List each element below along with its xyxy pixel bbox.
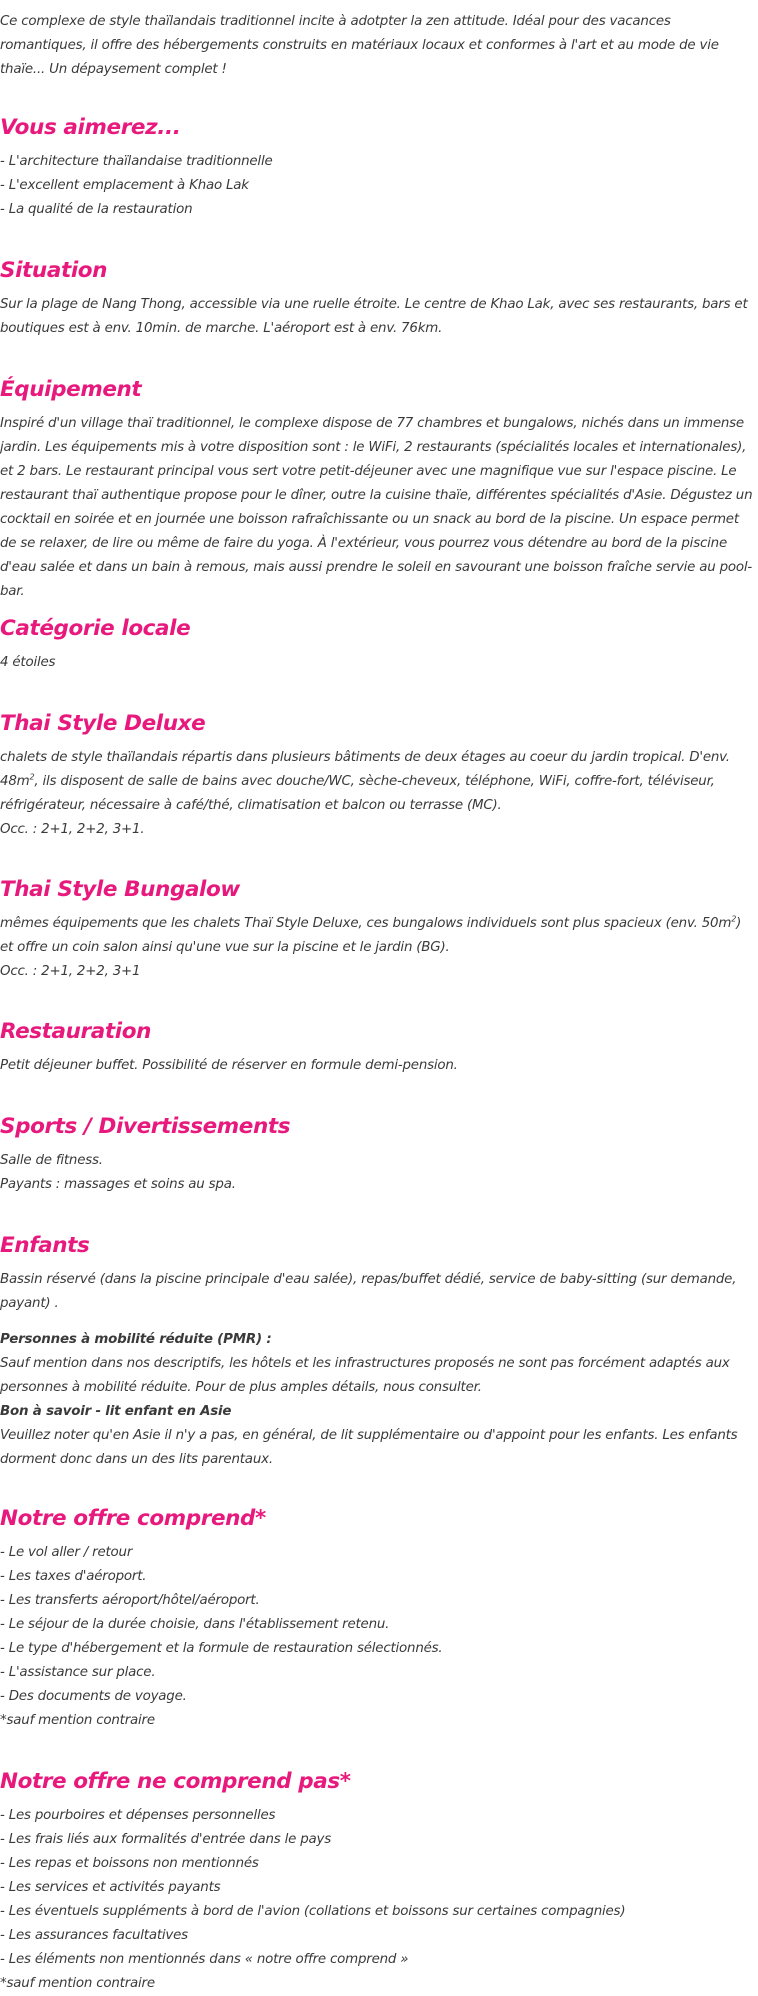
comprend-heading: Notre offre comprend*: [0, 1506, 266, 1531]
pmr-section: [0, 1328, 758, 1472]
deluxe-heading: Thai Style Deluxe: [0, 711, 206, 736]
ne-comprend-note: *sauf mention contraire: [0, 1976, 155, 1991]
list-item: - Le type d'hébergement et la formule de restauration sélectionnés.: [0, 1641, 443, 1656]
list-item: - Des documents de voyage.: [0, 1689, 187, 1704]
comprend-list: [0, 1541, 758, 1709]
list-item: - Les frais liés aux formalités d'entrée dans le pays: [0, 1832, 332, 1847]
vous-aimerez-list: [0, 150, 758, 222]
comprend-section: [0, 1505, 758, 1733]
deluxe-occupancy: Occ. : 2+1, 2+2, 3+1.: [0, 822, 145, 837]
list-item: - Les services et activités payants: [0, 1880, 221, 1895]
restauration-heading: Restauration: [0, 1019, 151, 1044]
equipement-text: Inspiré d'un village thaï traditionnel, le complexe dispose de 77 chambres et bungalows, nichés dans un immense jardin. Les équipements mis à votre disposition sont : le WiFi, 2 restaurants (spécialités locales et internationales), et 2 bars. Le restaurant principal vous sert votre petit-déjeuner avec une magnifique vue sur l'espace piscine. Le restaurant thaï authentique propose pour le dîner, outre la cuisine thaïe, différentes spécialités d'Asie. Dégustez un cocktail en soirée et en journée une boisson rafraîchissante ou un snack au bord de la piscine. Un espace permet de se relaxer, de lire ou même de faire du yoga. À l'extérieur, vous pourrez vous détendre au bord de la piscine d'eau salée et dans un bain à remous, mais aussi prendre le soleil en savourant une boisson fraîche servie au pool-bar.: [0, 416, 753, 599]
list-item: - Les éléments non mentionnés dans « notre offre comprend »: [0, 1952, 409, 1967]
bon-a-savoir-text: Veuillez noter qu'en Asie il n'y a pas, en général, de lit supplémentaire ou d'appoint pour les enfants. Les enfants dorment donc dans un des lits parentaux.: [0, 1428, 738, 1467]
categorie-heading: Catégorie locale: [0, 616, 191, 641]
sports-heading: Sports / Divertissements: [0, 1114, 291, 1139]
intro-section: [0, 10, 758, 82]
ne-comprend-heading: Notre offre ne comprend pas*: [0, 1769, 351, 1794]
deluxe-section: [0, 710, 758, 842]
sports-section: [0, 1113, 758, 1197]
situation-text: Sur la plage de Nang Thong, accessible via une ruelle étroite. Le centre de Khao Lak, avec ses restaurants, bars et boutiques est à env. 10min. de marche. L'aéroport est à env. 76km.: [0, 297, 748, 336]
pmr-text: Sauf mention dans nos descriptifs, les hôtels et les infrastructures proposés ne sont pas forcément adaptés aux personnes à mobilité réduite. Pour de plus amples détails, nous consulter.: [0, 1356, 730, 1395]
vous-aimerez-heading: Vous aimerez...: [0, 115, 181, 140]
list-item: - L'excellent emplacement à Khao Lak: [0, 178, 249, 193]
enfants-heading: Enfants: [0, 1233, 90, 1258]
bungalow-heading: Thai Style Bungalow: [0, 877, 240, 902]
comprend-note: *sauf mention contraire: [0, 1713, 155, 1728]
bungalow-section: [0, 876, 758, 984]
list-item: - Le vol aller / retour: [0, 1545, 133, 1560]
restauration-text: Petit déjeuner buffet. Possibilité de réserver en formule demi-pension.: [0, 1058, 458, 1073]
list-item: - L'assistance sur place.: [0, 1665, 156, 1680]
bungalow-occupancy: Occ. : 2+1, 2+2, 3+1: [0, 964, 141, 979]
list-item: - Les pourboires et dépenses personnelles: [0, 1808, 276, 1823]
list-item: - Les repas et boissons non mentionnés: [0, 1856, 259, 1871]
list-item: - Les assurances facultatives: [0, 1928, 188, 1943]
bon-a-savoir-heading: Bon à savoir - lit enfant en Asie: [0, 1404, 232, 1419]
categorie-text: 4 étoiles: [0, 655, 56, 670]
sports-text-1: Salle de fitness.: [0, 1153, 103, 1168]
situation-section: [0, 257, 758, 341]
list-item: - L'architecture thaïlandaise traditionnelle: [0, 154, 273, 169]
list-item: - Les taxes d'aéroport.: [0, 1569, 147, 1584]
ne-comprend-section: [0, 1768, 758, 1996]
restauration-section: [0, 1018, 758, 1078]
deluxe-text: chalets de style thaïlandais répartis dans plusieurs bâtiments de deux étages au coeur du jardin tropical. D'env. $48m^2$, ils disposent de salle de bains avec douche/WC, sèche-cheveux, téléphone, WiFi, coffre-fort, téléviseur, réfrigérateur, nécessaire à café/thé, climatisation et balcon ou terrasse (MC).: [0, 750, 730, 813]
list-item: - Le séjour de la durée choisie, dans l'établissement retenu.: [0, 1617, 390, 1632]
list-item: - Les éventuels suppléments à bord de l'avion (collations et boissons sur certaines compagnies): [0, 1904, 626, 1919]
list-item: - Les transferts aéroport/hôtel/aéroport.: [0, 1593, 260, 1608]
bungalow-text: mêmes équipements que les chalets Thaï Style Deluxe, ces bungalows individuels sont plus spacieux (env. $50m^2$) et offre un coin salon ainsi qu'une vue sur la piscine et le jardin (BG).: [0, 914, 742, 955]
enfants-text: Bassin réservé (dans la piscine principale d'eau salée), repas/buffet dédié, service de baby-sitting (sur demande, payant) .: [0, 1272, 737, 1311]
categorie-section: [0, 615, 758, 675]
vous-aimerez-section: [0, 114, 758, 222]
situation-heading: Situation: [0, 258, 108, 283]
equipement-heading: Équipement: [0, 377, 142, 402]
equipement-section: [0, 376, 758, 604]
ne-comprend-list: [0, 1804, 758, 1972]
enfants-section: [0, 1232, 758, 1316]
list-item: - La qualité de la restauration: [0, 202, 193, 217]
pmr-heading: Personnes à mobilité réduite (PMR) :: [0, 1332, 272, 1347]
sports-text-2: Payants : massages et soins au spa.: [0, 1177, 236, 1192]
intro-text: Ce complexe de style thaïlandais traditionnel incite à adotpter la zen attitude. Idéal pour des vacances romantiques, il offre des hébergements construits en matériaux locaux et conformes à l'art et au mode de vie thaïe... Un dépaysement complet !: [0, 14, 719, 77]
